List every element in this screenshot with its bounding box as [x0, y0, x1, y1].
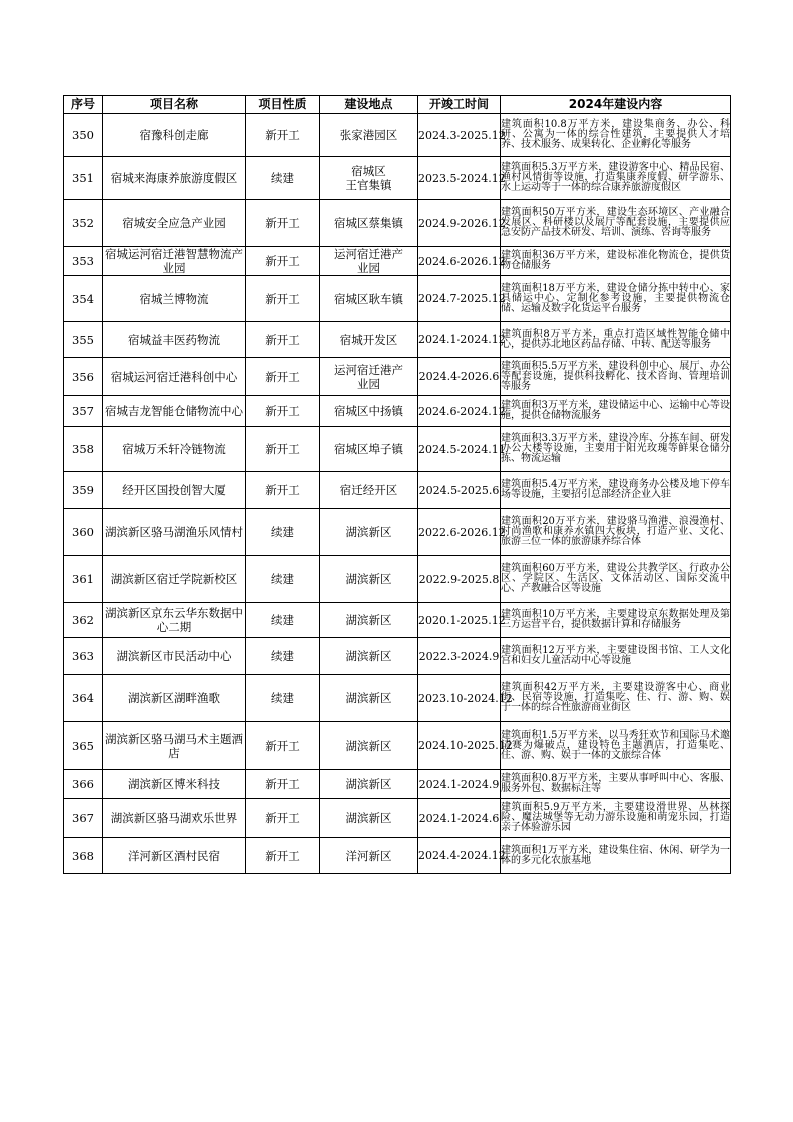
row-period: 2024.5-2024.11 — [418, 427, 501, 472]
row-serial: 367 — [64, 799, 103, 838]
table-row — [64, 157, 731, 200]
row-location: 湖滨新区 — [320, 556, 418, 603]
row-location: 宿城区耿车镇 — [320, 276, 418, 322]
row-serial: 356 — [64, 358, 103, 396]
header-project-name: 项目名称 — [103, 96, 246, 114]
row-location: 宿城区蔡集镇 — [320, 200, 418, 247]
row-content: 建筑面积1万平方米，建设集住宿、休闲、研学为一体的多元化农旅基地 — [501, 838, 731, 874]
row-content: 建筑面积3万平方米，建设储运中心、运输中心等设施，提供仓储物流服务 — [501, 396, 731, 427]
header-serial: 序号 — [64, 96, 103, 114]
table-row — [64, 276, 731, 322]
table-row — [64, 638, 731, 675]
row-project-type: 续建 — [246, 675, 320, 722]
table-row — [64, 675, 731, 722]
row-project-name: 湖滨新区骆马湖马术主题酒店 — [103, 722, 246, 770]
row-location: 宿城区埠子镇 — [320, 427, 418, 472]
row-location: 湖滨新区 — [320, 722, 418, 770]
row-serial: 355 — [64, 322, 103, 358]
row-serial: 360 — [64, 509, 103, 556]
row-project-type: 新开工 — [246, 722, 320, 770]
row-serial: 363 — [64, 638, 103, 675]
row-location: 宿城区中扬镇 — [320, 396, 418, 427]
row-location: 湖滨新区 — [320, 770, 418, 799]
row-location: 张家港园区 — [320, 114, 418, 157]
row-content: 建筑面积5.5万平方米，建设科创中心、展厅、办公等配套设施，提供科技孵化、技术咨询、管理培训等服务 — [501, 358, 731, 396]
row-period: 2024.6-2024.12 — [418, 396, 501, 427]
header-project-type: 项目性质 — [246, 96, 320, 114]
row-period: 2023.10-2024.12 — [418, 675, 501, 722]
row-content: 建筑面积1.5万平方米，以马秀狂欢节和国际马术邀请赛为爆破点，建设特色主题酒店，打造集吃、住、游、购、娱于一体的文旅综合体 — [501, 722, 731, 770]
row-period: 2024.10-2025.12 — [418, 722, 501, 770]
row-project-type: 新开工 — [246, 322, 320, 358]
row-serial: 353 — [64, 247, 103, 276]
row-location: 湖滨新区 — [320, 675, 418, 722]
table-row — [64, 556, 731, 603]
row-content: 建筑面积12万平方米，主要建设图书馆、工人文化宫和妇女儿童活动中心等设施 — [501, 638, 731, 675]
row-period: 2024.9-2026.12 — [418, 200, 501, 247]
row-serial: 364 — [64, 675, 103, 722]
row-serial: 361 — [64, 556, 103, 603]
row-serial: 365 — [64, 722, 103, 770]
row-project-name: 宿城运河宿迁港科创中心 — [103, 358, 246, 396]
row-serial: 362 — [64, 603, 103, 638]
row-content: 建筑面积42万平方米，主要建设游客中心、商业街、民宿等设施，打造集吃、住、行、游、购、娱于一体的综合性旅游商业街区 — [501, 675, 731, 722]
row-project-type: 新开工 — [246, 472, 320, 509]
row-period: 2022.3-2024.9 — [418, 638, 501, 675]
row-content: 建筑面积50万平方米，建设生态环境区、产业融合发展区、科研楼以及展厅等配套设施，主要提供应急安防产品技术研发、培训、演练、咨询等服务 — [501, 200, 731, 247]
row-serial: 357 — [64, 396, 103, 427]
header-period: 开竣工时间 — [418, 96, 501, 114]
row-project-type: 续建 — [246, 556, 320, 603]
row-project-name: 湖滨新区湖畔渔歌 — [103, 675, 246, 722]
row-project-type: 新开工 — [246, 358, 320, 396]
row-serial: 358 — [64, 427, 103, 472]
row-project-type: 续建 — [246, 509, 320, 556]
table-row — [64, 509, 731, 556]
row-serial: 352 — [64, 200, 103, 247]
row-project-name: 湖滨新区宿迁学院新校区 — [103, 556, 246, 603]
row-project-name: 湖滨新区博米科技 — [103, 770, 246, 799]
row-serial: 351 — [64, 157, 103, 200]
row-period: 2024.3-2025.12 — [418, 114, 501, 157]
header-location: 建设地点 — [320, 96, 418, 114]
row-location: 湖滨新区 — [320, 603, 418, 638]
row-content: 建筑面积10.8万平方米，建设集商务、办公、科研、公寓为一体的综合性建筑，主要提供人才培养、技术服务、成果转化、企业孵化等服务 — [501, 114, 731, 157]
table-body — [64, 114, 731, 874]
table-row — [64, 358, 731, 396]
row-content: 建筑面积8万平方米，重点打造区域性智能仓储中心，提供苏北地区药品存储、中转、配送等服务 — [501, 322, 731, 358]
table-row — [64, 200, 731, 247]
row-location: 宿城区 王官集镇 — [320, 157, 418, 200]
row-serial: 354 — [64, 276, 103, 322]
row-content: 建筑面积5.9万平方米，主要建设滑世界、丛林探险、魔法城堡等无动力游乐设施和萌宠乐园，打造亲子体验游乐园 — [501, 799, 731, 838]
row-project-name: 宿豫科创走廊 — [103, 114, 246, 157]
row-period: 2024.5-2025.6 — [418, 472, 501, 509]
row-project-name: 宿城益丰医药物流 — [103, 322, 246, 358]
row-content: 建筑面积60万平方米，建设公共教学区、行政办公区、学院区、生活区、文体活动区、国际交流中心、产教融合区等设施 — [501, 556, 731, 603]
table-row — [64, 396, 731, 427]
row-period: 2022.6-2026.12 — [418, 509, 501, 556]
row-period: 2024.6-2026.12 — [418, 247, 501, 276]
row-project-name: 湖滨新区市民活动中心 — [103, 638, 246, 675]
row-project-name: 宿城安全应急产业园 — [103, 200, 246, 247]
row-period: 2022.9-2025.8 — [418, 556, 501, 603]
row-project-name: 宿城万禾轩冷链物流 — [103, 427, 246, 472]
table-row — [64, 472, 731, 509]
row-period: 2023.5-2024.12 — [418, 157, 501, 200]
row-project-name: 宿城运河宿迁港智慧物流产业园 — [103, 247, 246, 276]
row-project-name: 湖滨新区骆马湖欢乐世界 — [103, 799, 246, 838]
row-project-type: 新开工 — [246, 200, 320, 247]
row-content: 建筑面积18万平方米，建设仓储分拣中转中心、家具储运中心、定制化参考设施，主要提供物流仓储、运输及数字化货运平台服务 — [501, 276, 731, 322]
row-location: 宿迁经开区 — [320, 472, 418, 509]
table-row — [64, 799, 731, 838]
row-serial: 359 — [64, 472, 103, 509]
row-content: 建筑面积20万平方米，建设骆马渔港、浪漫渔村、时尚渔歌和康养水镇四大板块，打造产业、文化、旅游三位一体的旅游康养综合体 — [501, 509, 731, 556]
row-serial: 368 — [64, 838, 103, 874]
row-project-name: 洋河新区酒村民宿 — [103, 838, 246, 874]
table-row — [64, 427, 731, 472]
row-location: 宿城开发区 — [320, 322, 418, 358]
row-period: 2024.7-2025.12 — [418, 276, 501, 322]
row-content: 建筑面积3.3万平方米，建设冷库、分拣车间、研发办公大楼等设施，主要用于阳光玫瑰等鲜果仓储分拣、物流运输 — [501, 427, 731, 472]
row-period: 2024.1-2024.12 — [418, 322, 501, 358]
row-content: 建筑面积5.4万平方米，建设商务办公楼及地下停车场等设施，主要招引总部经济企业入驻 — [501, 472, 731, 509]
table-header-row — [64, 96, 731, 114]
row-location: 湖滨新区 — [320, 509, 418, 556]
row-project-type: 续建 — [246, 157, 320, 200]
table-row — [64, 603, 731, 638]
row-serial: 366 — [64, 770, 103, 799]
row-project-name: 宿城兰博物流 — [103, 276, 246, 322]
row-project-type: 新开工 — [246, 114, 320, 157]
row-location: 湖滨新区 — [320, 799, 418, 838]
row-project-type: 新开工 — [246, 276, 320, 322]
row-serial: 350 — [64, 114, 103, 157]
row-content: 建筑面积5.3万平方米，建设游客中心、精品民宿、渔村风情街等设施，打造集康养度假、研学游乐、水上运动等于一体的综合康养旅游度假区 — [501, 157, 731, 200]
table-row — [64, 114, 731, 157]
row-project-type: 新开工 — [246, 427, 320, 472]
header-content: 2024年建设内容 — [501, 96, 731, 114]
row-project-name: 经开区国投创智大厦 — [103, 472, 246, 509]
row-period: 2024.1-2024.9 — [418, 770, 501, 799]
project-table — [63, 95, 731, 874]
row-project-type: 新开工 — [246, 247, 320, 276]
row-location: 洋河新区 — [320, 838, 418, 874]
row-project-type: 新开工 — [246, 838, 320, 874]
row-period: 2020.1-2025.12 — [418, 603, 501, 638]
row-project-type: 新开工 — [246, 396, 320, 427]
row-project-name: 湖滨新区骆马湖渔乐风情村 — [103, 509, 246, 556]
row-project-name: 湖滨新区京东云华东数据中心二期 — [103, 603, 246, 638]
row-project-type: 续建 — [246, 638, 320, 675]
row-period: 2024.4-2024.12 — [418, 838, 501, 874]
row-project-type: 新开工 — [246, 799, 320, 838]
row-content: 建筑面积0.8万平方米，主要从事呼叫中心、客服、服务外包、数据标注等 — [501, 770, 731, 799]
table-row — [64, 722, 731, 770]
row-project-type: 新开工 — [246, 770, 320, 799]
row-period: 2024.1-2024.6 — [418, 799, 501, 838]
row-content: 建筑面积36万平方米，建设标准化物流仓，提供货物仓储服务 — [501, 247, 731, 276]
table-row — [64, 770, 731, 799]
row-location: 湖滨新区 — [320, 638, 418, 675]
row-project-name: 宿城来海康养旅游度假区 — [103, 157, 246, 200]
row-location: 运河宿迁港产 业园 — [320, 358, 418, 396]
table-row — [64, 322, 731, 358]
row-content: 建筑面积10万平方米，主要建设京东数据处理及第三方运营平台，提供数据计算和存储服务 — [501, 603, 731, 638]
row-period: 2024.4-2026.6 — [418, 358, 501, 396]
row-location: 运河宿迁港产 业园 — [320, 247, 418, 276]
table-row — [64, 247, 731, 276]
row-project-type: 续建 — [246, 603, 320, 638]
table-row — [64, 838, 731, 874]
row-project-name: 宿城吉龙智能仓储物流中心 — [103, 396, 246, 427]
